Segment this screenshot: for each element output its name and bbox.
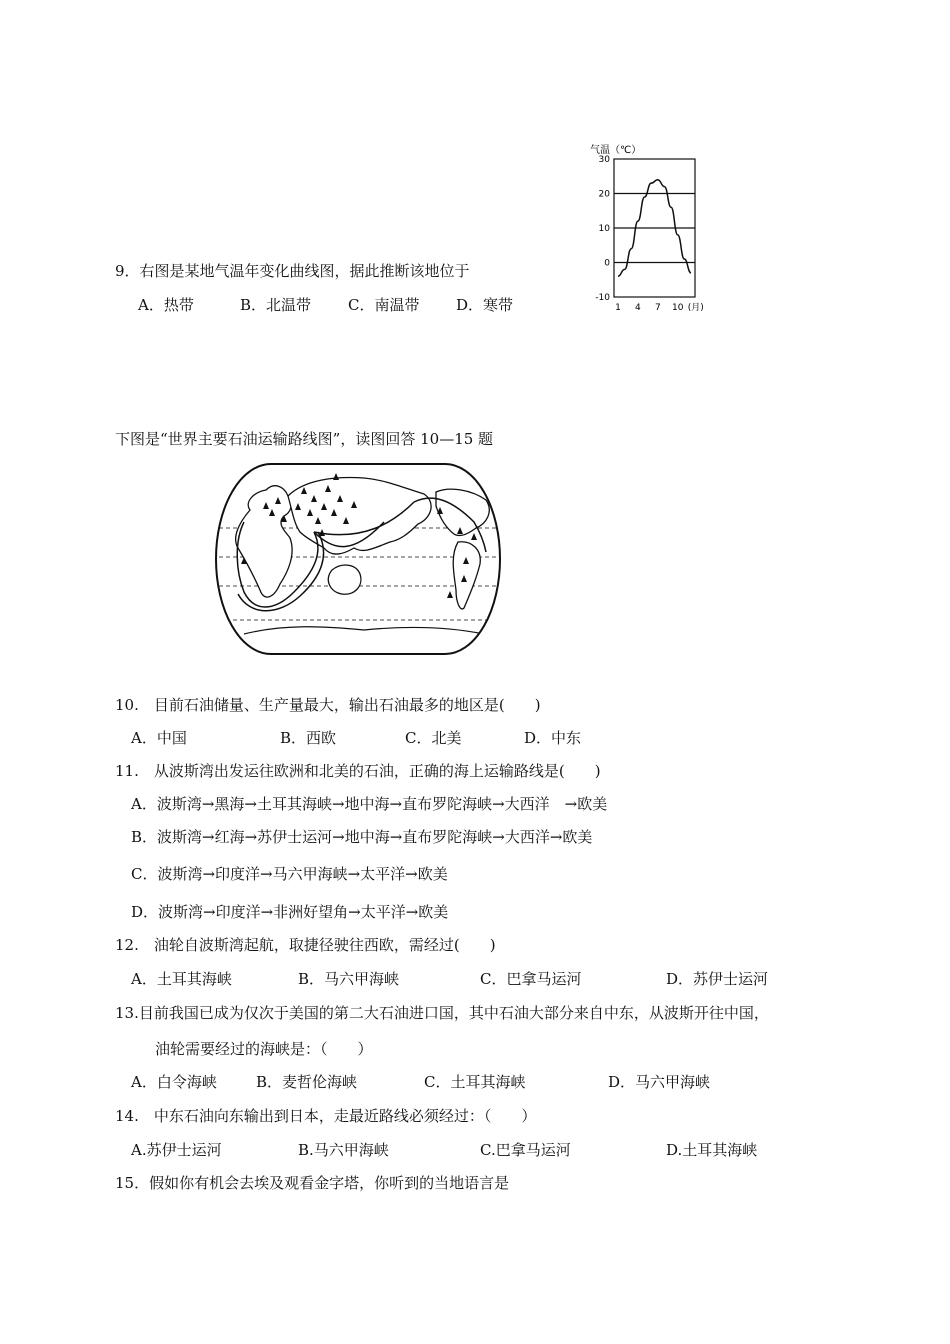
oil-field-marker: [333, 473, 339, 480]
q13-stem: 13.目前我国已成为仅次于美国的第二大石油进口国，其中石油大部分来自中东，从波斯开往中国，: [115, 1004, 769, 1022]
chart-y-tick: -10: [595, 293, 610, 303]
q12-option-b: B．马六甲海峡: [298, 970, 400, 988]
chart-y-tick: 30: [598, 155, 610, 165]
q11-option-c: C．波斯湾→印度洋→马六甲海峡→太平洋→欧美: [131, 865, 448, 883]
q9-option-b: B．北温带: [240, 296, 312, 314]
q9-option-a: A．热带: [138, 296, 194, 314]
chart-y-title: 气温（℃）: [590, 145, 642, 156]
q14-option-c: C.巴拿马运河: [480, 1141, 571, 1159]
q9-option-d: D．寒带: [456, 296, 514, 314]
q13-option-c: C．土耳其海峡: [424, 1073, 526, 1091]
chart-x-tick: 4: [635, 303, 641, 313]
chart-y-tick: 0: [604, 258, 610, 269]
q11-stem: 11. 从波斯湾出发运往欧洲和北美的石油，正确的海上运输路线是( ): [115, 762, 601, 780]
q9-option-c: C．南温带: [348, 296, 420, 314]
q11-option-d: D．波斯湾→印度洋→非洲好望角→太平洋→欧美: [131, 903, 449, 921]
q14-stem: 14. 中东石油向东输出到日本，走最近路线必须经过：（ ）: [115, 1107, 537, 1125]
q14-option-a: A.苏伊士运河: [131, 1141, 222, 1159]
q9-stem: 9．右图是某地气温年变化曲线图，据此推断该地位于: [115, 262, 470, 280]
q13-option-b: B．麦哲伦海峡: [256, 1073, 358, 1091]
q12-option-a: A．土耳其海峡: [131, 970, 232, 988]
chart-x-tick: 10: [672, 303, 684, 313]
world-oil-route-map: [214, 462, 504, 662]
chart-x-unit: (月): [687, 303, 704, 313]
map-intro: 下图是“世界主要石油运输路线图”，读图回答 10—15 题: [115, 430, 494, 448]
q14-option-b: B.马六甲海峡: [298, 1141, 389, 1159]
chart-x-tick: 7: [654, 303, 661, 313]
q12-stem: 12. 油轮自波斯湾起航，取捷径驶往西欧，需经过( ): [115, 936, 496, 954]
q11-option-a: A．波斯湾→黑海→土耳其海峡→地中海→直布罗陀海峡→大西洋 →欧美: [131, 795, 608, 813]
oil-field-marker: [471, 533, 477, 540]
chart-y-tick: 10: [598, 224, 610, 234]
q13-option-d: D．马六甲海峡: [608, 1073, 711, 1091]
q12-option-d: D．苏伊士运河: [666, 970, 769, 988]
q14-option-d: D.土耳其海峡: [666, 1141, 758, 1159]
q10-option-b: B．西欧: [280, 729, 337, 747]
oil-field-marker: [447, 591, 453, 598]
chart-x-tick: 1: [615, 303, 621, 313]
q15-stem: 15．假如你有机会去埃及观看金字塔，你听到的当地语言是: [115, 1174, 510, 1192]
q12-option-c: C．巴拿马运河: [480, 970, 582, 988]
q10-option-a: A．中国: [131, 729, 187, 747]
q13-option-a: A．白令海峡: [131, 1073, 217, 1091]
temperature-chart: [582, 142, 732, 317]
q10-option-d: D．中东: [524, 729, 582, 747]
q13-stem-continued: 油轮需要经过的海峡是：（ ）: [155, 1040, 373, 1058]
q11-option-b: B．波斯湾→红海→苏伊士运河→地中海→直布罗陀海峡→大西洋→欧美: [131, 828, 593, 846]
chart-y-tick: 20: [598, 189, 610, 200]
q10-stem: 10. 目前石油储量、生产量最大，输出石油最多的地区是( ): [115, 696, 541, 714]
q10-option-c: C．北美: [405, 729, 462, 747]
